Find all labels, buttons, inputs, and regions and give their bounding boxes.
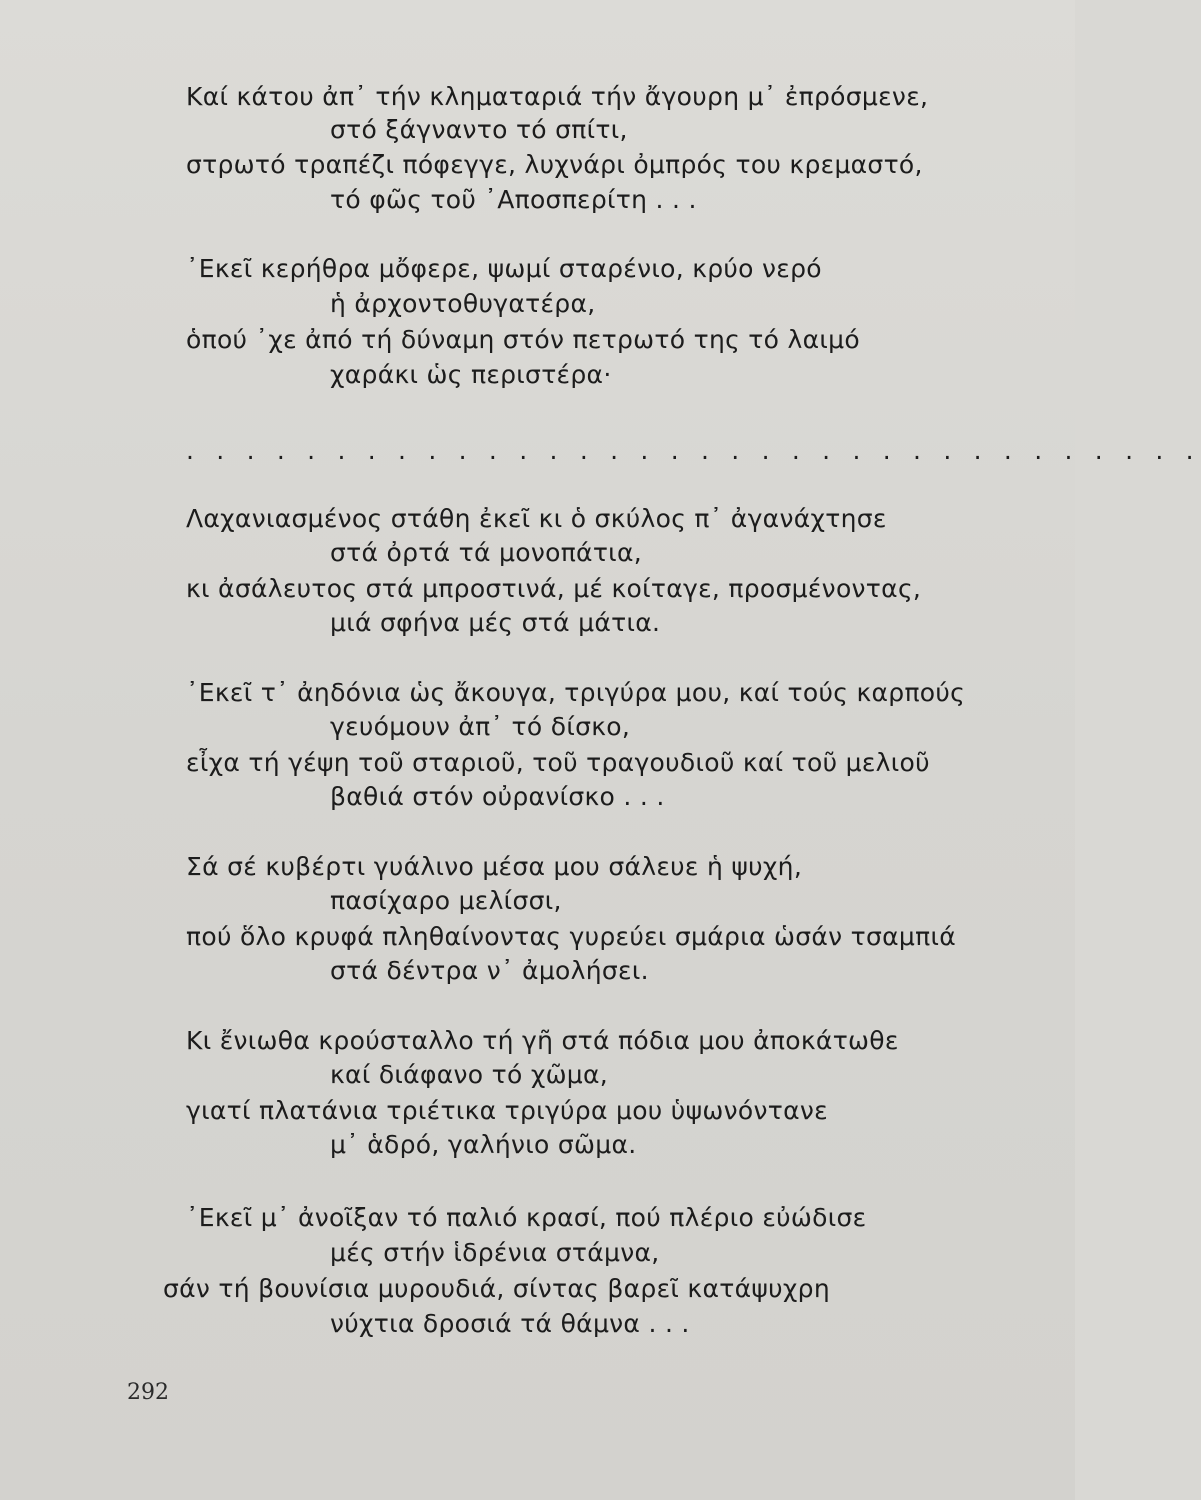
ellipsis-separator: . . . . . . . . . . . . . . . . . . . . . . . . . . . . . . . . . . [186, 436, 1201, 465]
poem-line: πασίχαρο μελίσσι, [330, 886, 562, 915]
poem-line: πού ὅλο κρυφά πληθαίνοντας γυρεύει σμάρια ὡσάν τσαμπιά [186, 922, 957, 951]
poem-line: στά δέντρα ν᾽ ἀμολήσει. [330, 956, 649, 985]
poem-line: Σά σέ κυβέρτι γυάλινο μέσα μου σάλευε ἡ ψυχή, [186, 852, 803, 881]
poem-line: στά ὀρτά τά μονοπάτια, [330, 538, 642, 567]
poem-line: τό φῶς τοῦ ᾽Αποσπερίτη . . . [330, 185, 697, 214]
poem-line: ἡ ἀρχοντοθυγατέρα, [330, 289, 596, 318]
poem-line: γευόμουν ἀπ᾽ τό δίσκο, [330, 712, 631, 741]
poem-line: χαράκι ὡς περιστέρα· [330, 360, 612, 389]
poem-line: ᾽Εκεῖ κερήθρα μὄφερε, ψωμί σταρένιο, κρύο νερό [186, 254, 822, 283]
poem-line: εἶχα τή γέψη τοῦ σταριοῦ, τοῦ τραγουδιοῦ καί τοῦ μελιοῦ [186, 748, 930, 777]
poem-line: στό ξάγναντο τό σπίτι, [330, 115, 628, 144]
poem-line: Κι ἔνιωθα κρούσταλλο τή γῆ στά πόδια μου ἀποκάτωθε [186, 1026, 899, 1055]
poem-line: ᾽Εκεῖ τ᾽ ἀηδόνια ὡς ἄκουγα, τριγύρα μου, καί τούς καρπούς [186, 678, 966, 707]
poem-line: Καί κάτου ἀπ᾽ τήν κληματαριά τήν ἄγουρη μ᾽ ἐπρόσμενε, [186, 82, 929, 111]
poem-line: μιά σφήνα μές στά μάτια. [330, 608, 661, 637]
poem-line: στρωτό τραπέζι πόφεγγε, λυχνάρι ὀμπρός του κρεμαστό, [186, 150, 923, 179]
page-number: 292 [127, 1380, 169, 1405]
poem-line: κι ἀσάλευτος στά μπροστινά, μέ κοίταγε, προσμένοντας, [186, 574, 922, 603]
poem-line: ὁπού ᾽χε ἀπό τή δύναμη στόν πετρωτό της τό λαιμό [186, 325, 860, 354]
poem-line: βαθιά στόν οὐρανίσκο . . . [330, 782, 665, 811]
poem-line: μές στήν ἱδρένια στάμνα, [330, 1238, 660, 1267]
poem-line: νύχτια δροσιά τά θάμνα . . . [330, 1309, 690, 1338]
poem-line: ᾽Εκεῖ μ᾽ ἀνοῖξαν τό παλιό κρασί, πού πλέριο εὐώδισε [186, 1203, 867, 1232]
poem-line: σάν τή βουνίσια μυρουδιά, σίντας βαρεῖ κατάψυχρη [163, 1274, 830, 1303]
poem-line: καί διάφανο τό χῶμα, [330, 1060, 609, 1089]
poem-line: γιατί πλατάνια τριέτικα τριγύρα μου ὑψωνόντανε [186, 1096, 828, 1125]
poem-line: μ᾽ ἁδρό, γαλήνιο σῶμα. [330, 1130, 637, 1159]
poem-line: Λαχανιασμένος στάθη ἐκεῖ κι ὁ σκύλος π᾽ ἀγανάχτησε [186, 504, 887, 533]
